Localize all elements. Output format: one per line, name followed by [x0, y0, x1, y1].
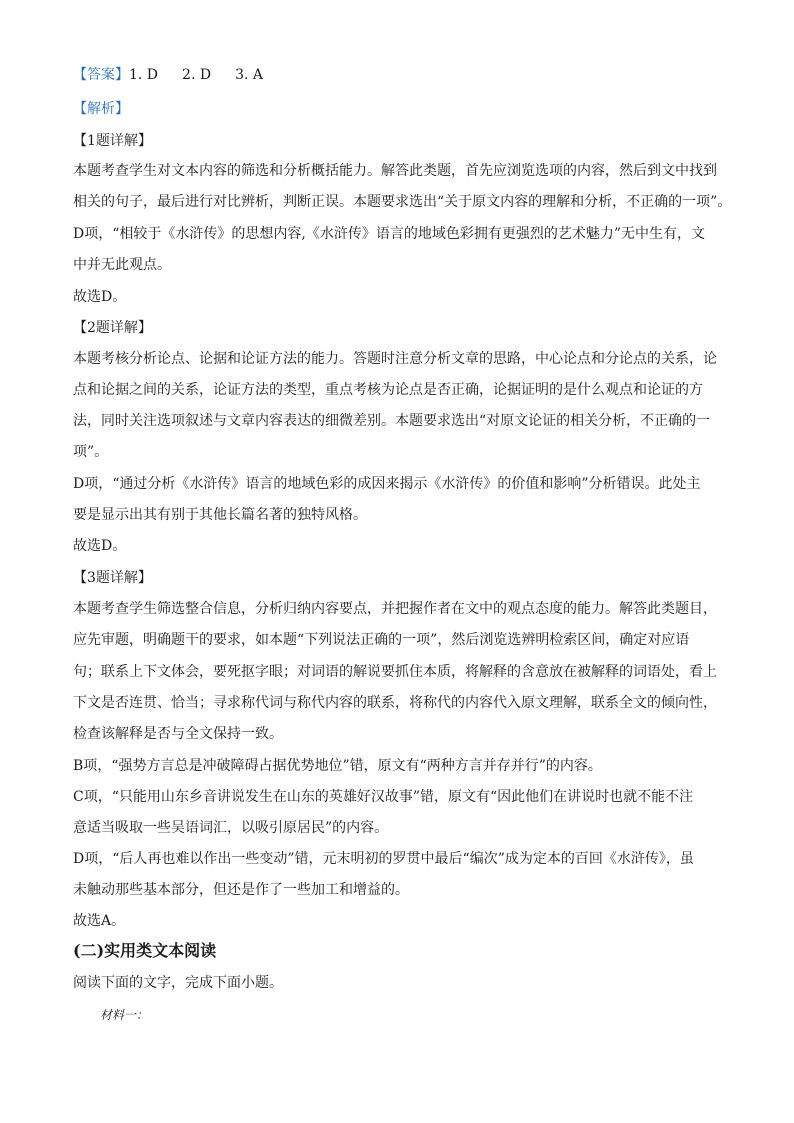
q1-line-3: D项，“相较于《水浒传》的思想内容,《水浒传》语言的地域色彩拥有更强烈的艺术魅力”无中生有，文	[73, 226, 705, 242]
q3-option-c-line-1: C项，“只能用山东乡音讲说发生在山东的英雄好汉故事”错，原文有“因此他们在讲说时也就不能不注	[73, 789, 694, 805]
analysis-tag: 【解析】	[73, 101, 129, 117]
q3-option-d-line-1: D项，“后人再也难以作出一些变动”错，元末明初的罗贯中最后“编次”成为定本的百回《水浒传》，虽	[73, 851, 694, 867]
q2-line-5: D项，“通过分析《水浒传》语言的地域色彩的成因来揭示《水浒传》的价值和影响”分析错误。此处主	[73, 476, 701, 492]
q2-line-2: 点和论据之间的关系，论证方法的类型，重点考核为论点是否正确，论据证明的是什么观点和论证的方	[73, 382, 703, 398]
answer-item-1: 1. D	[129, 67, 159, 83]
q3-line-1: 本题考查学生筛选整合信息，分析归纳内容要点，并把握作者在文中的观点态度的能力。解答此类题目，	[73, 601, 717, 617]
q1-line-1: 本题考查学生对文本内容的筛选和分析概括能力。解答此类题，首先应浏览选项的内容，然后到文中找到	[73, 163, 717, 179]
material-label: 材料一：	[100, 1008, 149, 1022]
answer-line	[73, 66, 736, 84]
q2-line-4: 项”。	[73, 444, 109, 460]
q3-line-4: 下文是否连贯、恰当；寻求称代词与称代内容的联系，将称代的内容代入原文理解，联系全文的倾向性，	[73, 695, 717, 711]
q1-header: 【1题详解】	[73, 133, 152, 149]
q3-option-c-line-2: 意适当吸取一些吴语词汇，以吸引原居民”的内容。	[73, 820, 389, 836]
answer-item-3: 3. A	[235, 67, 264, 83]
q3-line-3: 句；联系上下文体会，要死抠字眼；对词语的解说要抓住本质，将解释的含意放在被解释的词语处，看上	[73, 664, 717, 680]
section-title: (二)实用类文本阅读	[73, 941, 217, 960]
answer-tag: 【答案】	[73, 67, 129, 83]
q3-line-5: 检查该解释是否与全文保持一致。	[73, 726, 283, 742]
q1-conclusion: 故选D。	[73, 289, 127, 305]
q2-line-1: 本题考核分析论点、论据和论证方法的能力。答题时注意分析文章的思路，中心论点和分论点的关系，论	[73, 351, 717, 367]
q3-line-2: 应先审题，明确题干的要求，如本题“下列说法正确的一项”，然后浏览选辨明检索区间，确定对应语	[73, 632, 690, 648]
q2-header: 【2题详解】	[73, 320, 152, 336]
q3-option-b: B项，“强势方言总是冲破障碍占据优势地位”错，原文有“两种方言并存并行”的内容。	[73, 758, 602, 774]
answer-item-2: 2. D	[182, 67, 212, 83]
q1-line-4: 中并无此观点。	[73, 257, 171, 273]
q3-conclusion: 故选A。	[73, 913, 126, 929]
q2-conclusion: 故选D。	[73, 538, 127, 554]
q2-line-3: 法，同时关注选项叙述与文章内容表达的细微差别。本题要求选出“对原文论证的相关分析，不正确的一	[73, 413, 711, 429]
q3-option-d-line-2: 未触动那些基本部分，但还是作了一些加工和增益的。	[73, 882, 409, 898]
q3-header: 【3题详解】	[73, 570, 152, 586]
q2-line-6: 要是显示出其有别于其他长篇名著的独特风格。	[73, 507, 367, 523]
q1-line-2: 相关的句子，最后进行对比辨析，判断正误。本题要求选出“关于原文内容的理解和分析，不正确的一项”。	[73, 194, 732, 210]
section-instruction: 阅读下面的文字，完成下面小题。	[73, 975, 283, 991]
